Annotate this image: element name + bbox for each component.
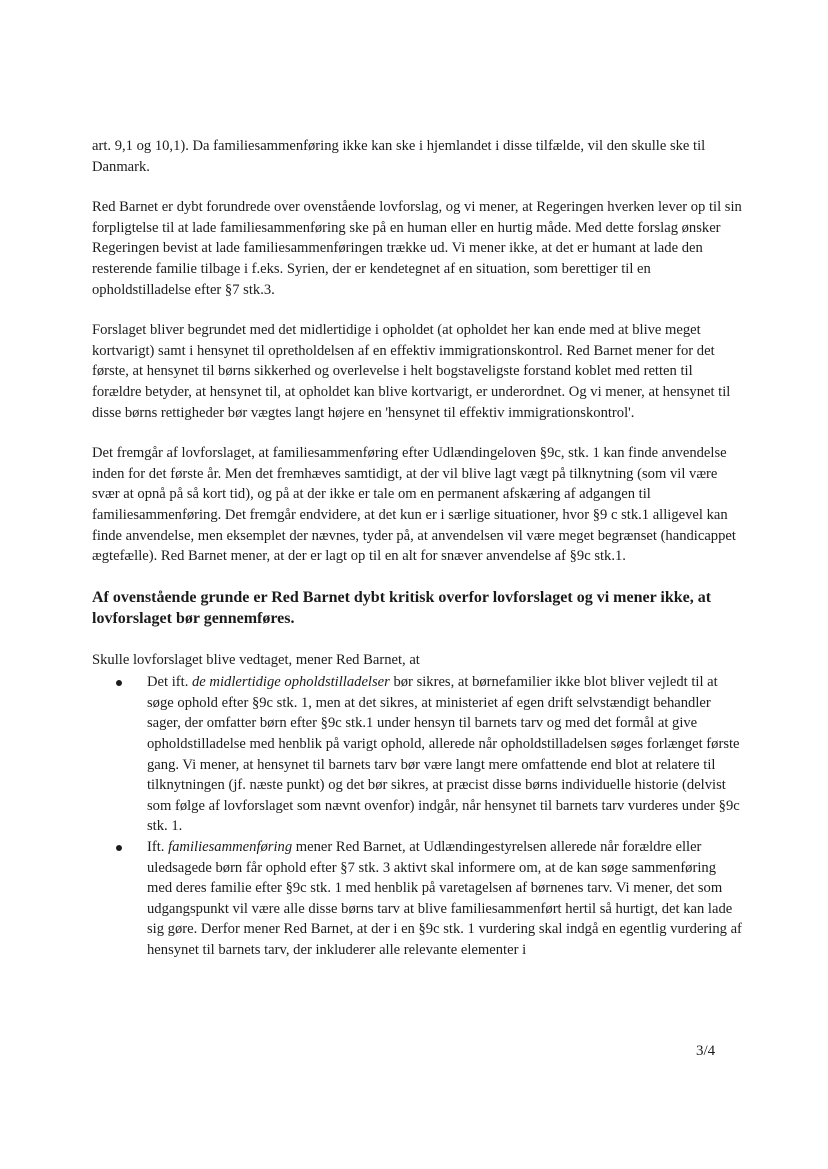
paragraph-3: Forslaget bliver begrundet med det midlertidige i opholdet (at opholdet her kan ende med at blive meget kortvarigt) samt i hensynet til opretholdelsen af en effektiv immigrationskontrol. Red Barnet mener for det første, at hensynet til børns sikkerhed og overlevelse i helt bogstaveligste forstand koblet med retten til forældre betyder, at hensynet til, at opholdet kan blive kortvarigt, er underordnet. Og vi mener, at hensynet til disse børns rettigheder bør vægtes langt højere en 'hensynet til effektiv immigrationskontrol'. xyxy=(92,322,731,421)
bullet-icon xyxy=(116,680,122,686)
recommendation-list xyxy=(92,672,742,960)
list-item-text: mener Red Barnet, at Udlændingestyrelsen allerede når forældre eller uledsagede børn får ophold efter §7 stk. 3 aktivt skal informere om, at de kan søge sammenføring med deres familie efter §9c stk. 1 med henblik på varetagelsen af børnenes tarv. Vi mener, det som udgangspunkt vil være alle disse børns tarv at blive familiesammenført hertil så hurtigt, det kan lade sig gøre. Derfor mener Red Barnet, at der i en §9c stk. 1 vurdering skal indgå en egentlig vurdering af hensynet til barnets tarv, der inkluderer alle relevante elementer i xyxy=(147,839,742,958)
paragraph-2: Red Barnet er dybt forundrede over ovenstående lovforslag, og vi mener, at Regeringen hverken lever op til sin forpligtelse til at lade familiesammenføring ske på en human eller en hurtig måde. Med dette forslag ønsker Regeringen bevist at lade familiesammenføringen trække ud. Vi mener ikke, at det er humant at lade den resterende familie tilbage i f.eks. Syrien, der er kendetegnet af en situation, som berettiger til en opholdstilladelse efter §7 stk.3. xyxy=(92,199,742,298)
list-item xyxy=(92,837,742,961)
page-number: 3/4 xyxy=(696,1043,716,1059)
conclusion-heading: Af ovenstående grunde er Red Barnet dybt kritisk overfor lovforslaget og vi mener ikke, at lovforslaget bør gennemføres. xyxy=(92,588,712,628)
list-item-lead: Ift. xyxy=(147,839,169,856)
paragraph-4: Det fremgår af lovforslaget, at familiesammenføring efter Udlændingeloven §9c, stk. 1 kan finde anvendelse inden for det første år. Men det fremhæves samtidigt, at der vil blive lagt vægt på tilknytning (som vil være svær at opnå på så kort tid), og på at der ikke er tale om en permanent afskæring af adgangen til familiesammenføring. Det fremgår endvidere, at det kun er i særlige situationer, hvor §9 c stk.1 alligevel kan finde anvendelse, men eksemplet der nævnes, tyder på, at anvendelsen vil være meget begrænset (handicappet ægtefælle). Red Barnet mener, at der er lagt op til en alt for snæver anvendelse af §9c stk.1. xyxy=(92,445,736,565)
list-intro: Skulle lovforslaget blive vedtaget, mener Red Barnet, at xyxy=(92,651,420,668)
list-item-emphasis: familiesammenføring xyxy=(168,839,293,856)
list-item xyxy=(92,672,742,837)
bullet-icon xyxy=(116,845,122,851)
list-item-emphasis: de midlertidige opholdstilladelser xyxy=(192,674,390,691)
document-body xyxy=(92,136,742,961)
paragraph-1: art. 9,1 og 10,1). Da familiesammenføring ikke kan ske i hjemlandet i disse tilfælde, vil den skulle ske til Danmark. xyxy=(92,138,706,175)
list-item-text: bør sikres, at børnefamilier ikke blot bliver vejledt til at søge ophold efter §9c stk. 1, men at det sikres, at ministeriet af egen drift selvstændigt behandler sager, der omfatter børn efter §9c stk.1 under hensyn til barnets tarv og med det formål at give opholdstilladelse med henblik på varigt ophold, allerede når opholdstilladelsen søges forlænget første gang. Vi mener, at hensynet til barnets tarv bør være langt mere omfattende end blot at relatere til tilknytningen (jf. næste punkt) og det bør sikres, at præcist disse børns individuelle historie (delvist som følge af lovforslaget som nævnt ovenfor) indgår, når hensynet til barnets tarv vurderes under §9c stk. 1. xyxy=(147,674,740,835)
list-item-lead: Det ift. xyxy=(147,674,192,691)
